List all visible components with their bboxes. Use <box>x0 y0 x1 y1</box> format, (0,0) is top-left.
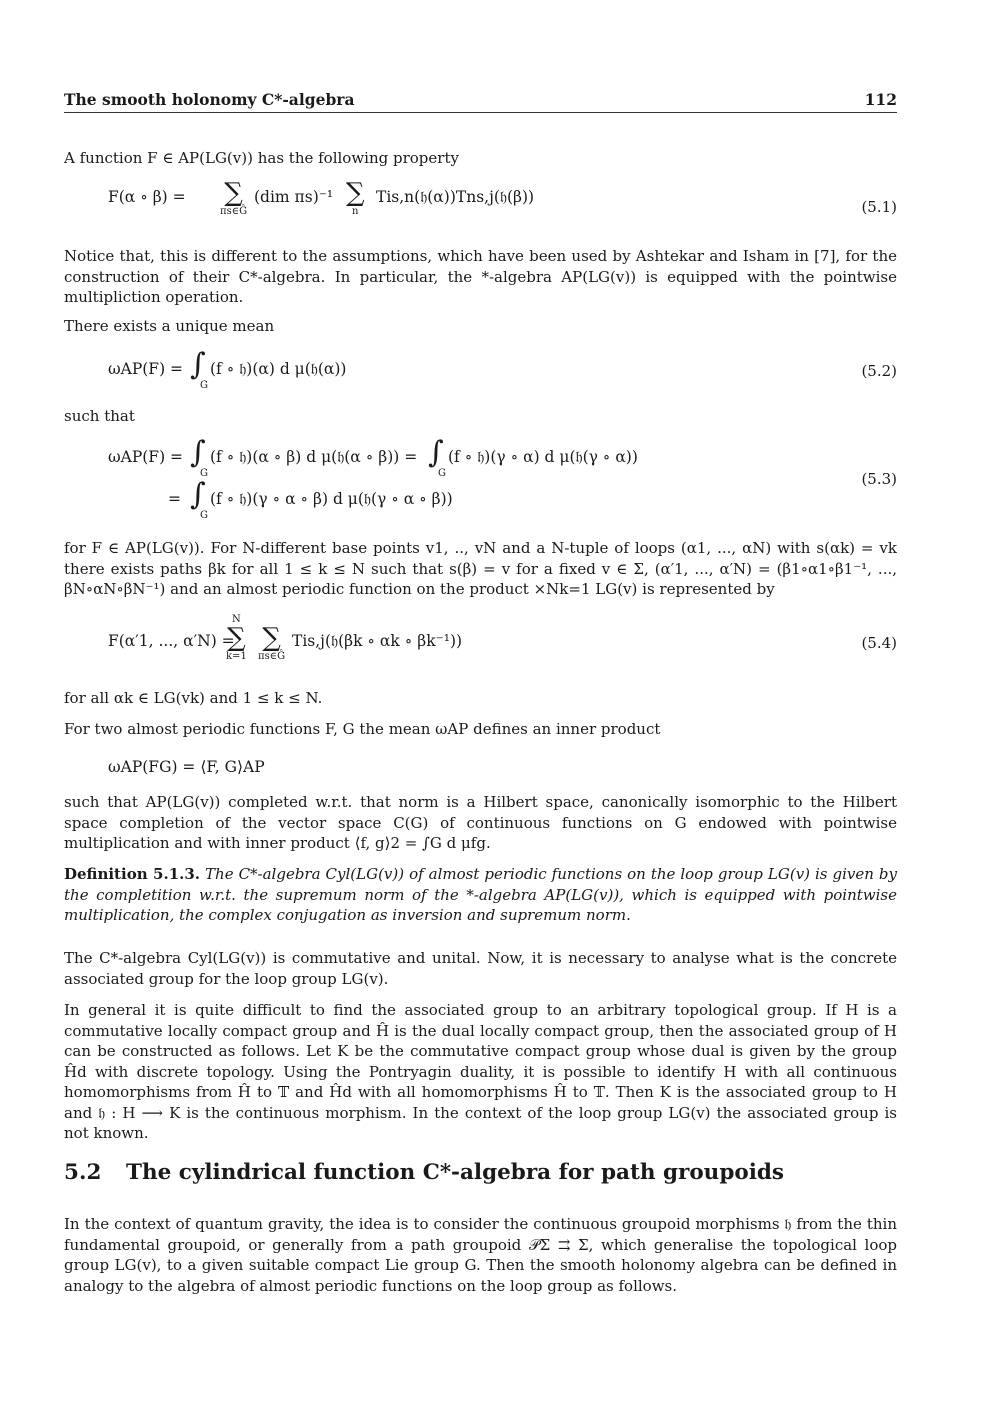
sum-limit: πs∈Ĝ <box>258 651 286 662</box>
integral-limit: G <box>200 468 208 479</box>
sum-limit: k=1 <box>226 651 247 662</box>
eq-term: (f ∘ 𝔥)(γ ∘ α ∘ β) d μ(𝔥(γ ∘ α ∘ β)) <box>210 490 453 508</box>
eq-rhs: Tis,j(𝔥(βk ∘ αk ∘ βk⁻¹)) <box>292 632 463 650</box>
equation-inner-product <box>108 758 897 782</box>
equation-number: (5.4) <box>861 634 897 652</box>
paragraph: such that <box>64 407 135 425</box>
eq-text: ωAP(FG) = ⟨F, G⟩AP <box>108 758 265 776</box>
section-title: The cylindrical function C*-algebra for path groupoids <box>126 1160 784 1185</box>
paragraph: For two almost periodic functions F, G the mean ωAP defines an inner product <box>64 720 661 738</box>
integral-sign: ∫ <box>428 435 444 470</box>
paragraph: In the context of quantum gravity, the idea is to consider the continuous groupoid morphisms 𝔥 from the thin fundamental groupoid, or generally from a path groupoid 𝒫Σ ⇉ Σ, which generalise the topological loop group LG(v), to a given suitable compact Lie group G. Then the smooth holonomy algebra can be defined in analogy to the algebra of almost periodic functions on the loop group as follows. <box>64 1215 897 1295</box>
integral-limit: G <box>200 510 208 521</box>
equation-number: (5.3) <box>861 470 897 488</box>
eq-rhs: (f ∘ 𝔥)(α) d μ(𝔥(α)) <box>210 360 347 378</box>
eq-lhs: ωAP(F) = <box>108 448 184 466</box>
header-title: The smooth holonomy C*-algebra <box>64 90 355 109</box>
sum-operator: ∑ n <box>346 178 365 217</box>
eq-lhs: = <box>168 490 181 508</box>
section-heading <box>64 1160 784 1185</box>
integral-limit: G <box>200 380 208 391</box>
paragraph: The C*-algebra Cyl(LG(v)) is commutative and unital. Now, it is necessary to analyse what is the concrete associated group for the loop group LG(v). <box>64 949 897 988</box>
eq-mid: (dim πs)⁻¹ <box>254 188 334 206</box>
integral-limit: G <box>438 468 446 479</box>
paragraph: for F ∈ AP(LG(v)). For N-different base points v1, .., vN and a N-tuple of loops (α1, ..., αN) with s(αk) = vk there exists paths βk for all 1 ≤ k ≤ N such that s(β) = v for a fixed v ∈ Σ, (α′1, ..., α′N) = (β1∘α1∘β1⁻¹, ..., βN∘αN∘βN⁻¹) and an almost periodic function on the product ×Nk=1 LG(v) is represented by <box>64 539 897 598</box>
paragraph: Notice that, this is different to the assumptions, which have been used by Ashtekar and Isham in [7], for the construction of their C*-algebra. In particular, the *-algebra AP(LG(v)) is equipped with the pointwise multipliction operation. <box>64 247 897 306</box>
page <box>64 0 897 1414</box>
paragraph: There exists a unique mean <box>64 317 275 335</box>
equation-number: (5.1) <box>861 198 897 216</box>
eq-lhs: F(α ∘ β) = <box>108 188 186 206</box>
sum-operator: N ∑ k=1 <box>226 614 247 662</box>
sum-limit: πs∈Ĝ <box>220 206 248 217</box>
equation-number: (5.2) <box>861 362 897 380</box>
integral-sign: ∫ <box>190 435 206 470</box>
eq-rhs: Tis,n(𝔥(α))Tns,j(𝔥(β)) <box>376 188 535 206</box>
eq-term: (f ∘ 𝔥)(α ∘ β) d μ(𝔥(α ∘ β)) = <box>210 448 418 466</box>
paragraph: such that AP(LG(v)) completed w.r.t. that norm is a Hilbert space, canonically isomorphic to the Hilbert space completion of the vector space C(G) of continuous functions on G endowed with pointwise multiplication and with inner product ⟨f, g⟩2 = ∫G d μfg. <box>64 793 897 852</box>
paragraph: for all αk ∈ LG(vk) and 1 ≤ k ≤ N. <box>64 689 323 707</box>
sum-operator: ∑ πs∈Ĝ <box>220 178 248 217</box>
integral-sign: ∫ <box>190 477 206 512</box>
definition-label: Definition 5.1.3. <box>64 865 201 883</box>
definition-5-1-3 <box>64 864 897 926</box>
eq-lhs: F(α′1, ..., α′N) = <box>108 632 235 650</box>
paragraph: A function F ∈ AP(LG(v)) has the following property <box>64 149 459 167</box>
sum-upper-limit: N <box>232 614 241 625</box>
eq-term: (f ∘ 𝔥)(γ ∘ α) d μ(𝔥(γ ∘ α)) <box>448 448 638 466</box>
equation-5-2 <box>108 347 897 394</box>
equation-5-1 <box>108 180 897 230</box>
sum-operator: ∑ πs∈Ĝ <box>258 623 286 662</box>
eq-lhs: ωAP(F) = <box>108 360 184 378</box>
definition-text: The C*-algebra Cyl(LG(v)) of almost periodic functions on the loop group LG(v) is given by the completition w.r.t. the supremum norm of the *-algebra AP(LG(v)), which is equipped with pointwise multiplication, the complex conjugation as inversion and supremum norm. <box>64 865 897 924</box>
page-number: 112 <box>864 90 897 109</box>
integral-sign: ∫ <box>190 347 206 382</box>
running-header <box>64 90 897 113</box>
section-number: 5.2 <box>64 1160 102 1185</box>
paragraph: In general it is quite difficult to find the associated group to an arbitrary topological group. If H is a commutative locally compact group and Ĥ is the dual locally compact group, then the associated group of H can be constructed as follows. Let K be the commutative compact group whose dual is given by the group Ĥd with discrete topology. Using the Pontryagin duality, it is possible to identify H with all continuous homomorphisms from Ĥ to 𝕋 and Ĥd with all homomorphisms Ĥ to 𝕋. Then K is the associated group to H and 𝔥 : H ⟶ K is the continuous morphism. In the context of the loop group LG(v) the associated group is not known. <box>64 1001 897 1142</box>
equation-5-4 <box>108 614 897 674</box>
equation-5-3 <box>108 435 897 530</box>
sum-limit: n <box>352 206 359 217</box>
